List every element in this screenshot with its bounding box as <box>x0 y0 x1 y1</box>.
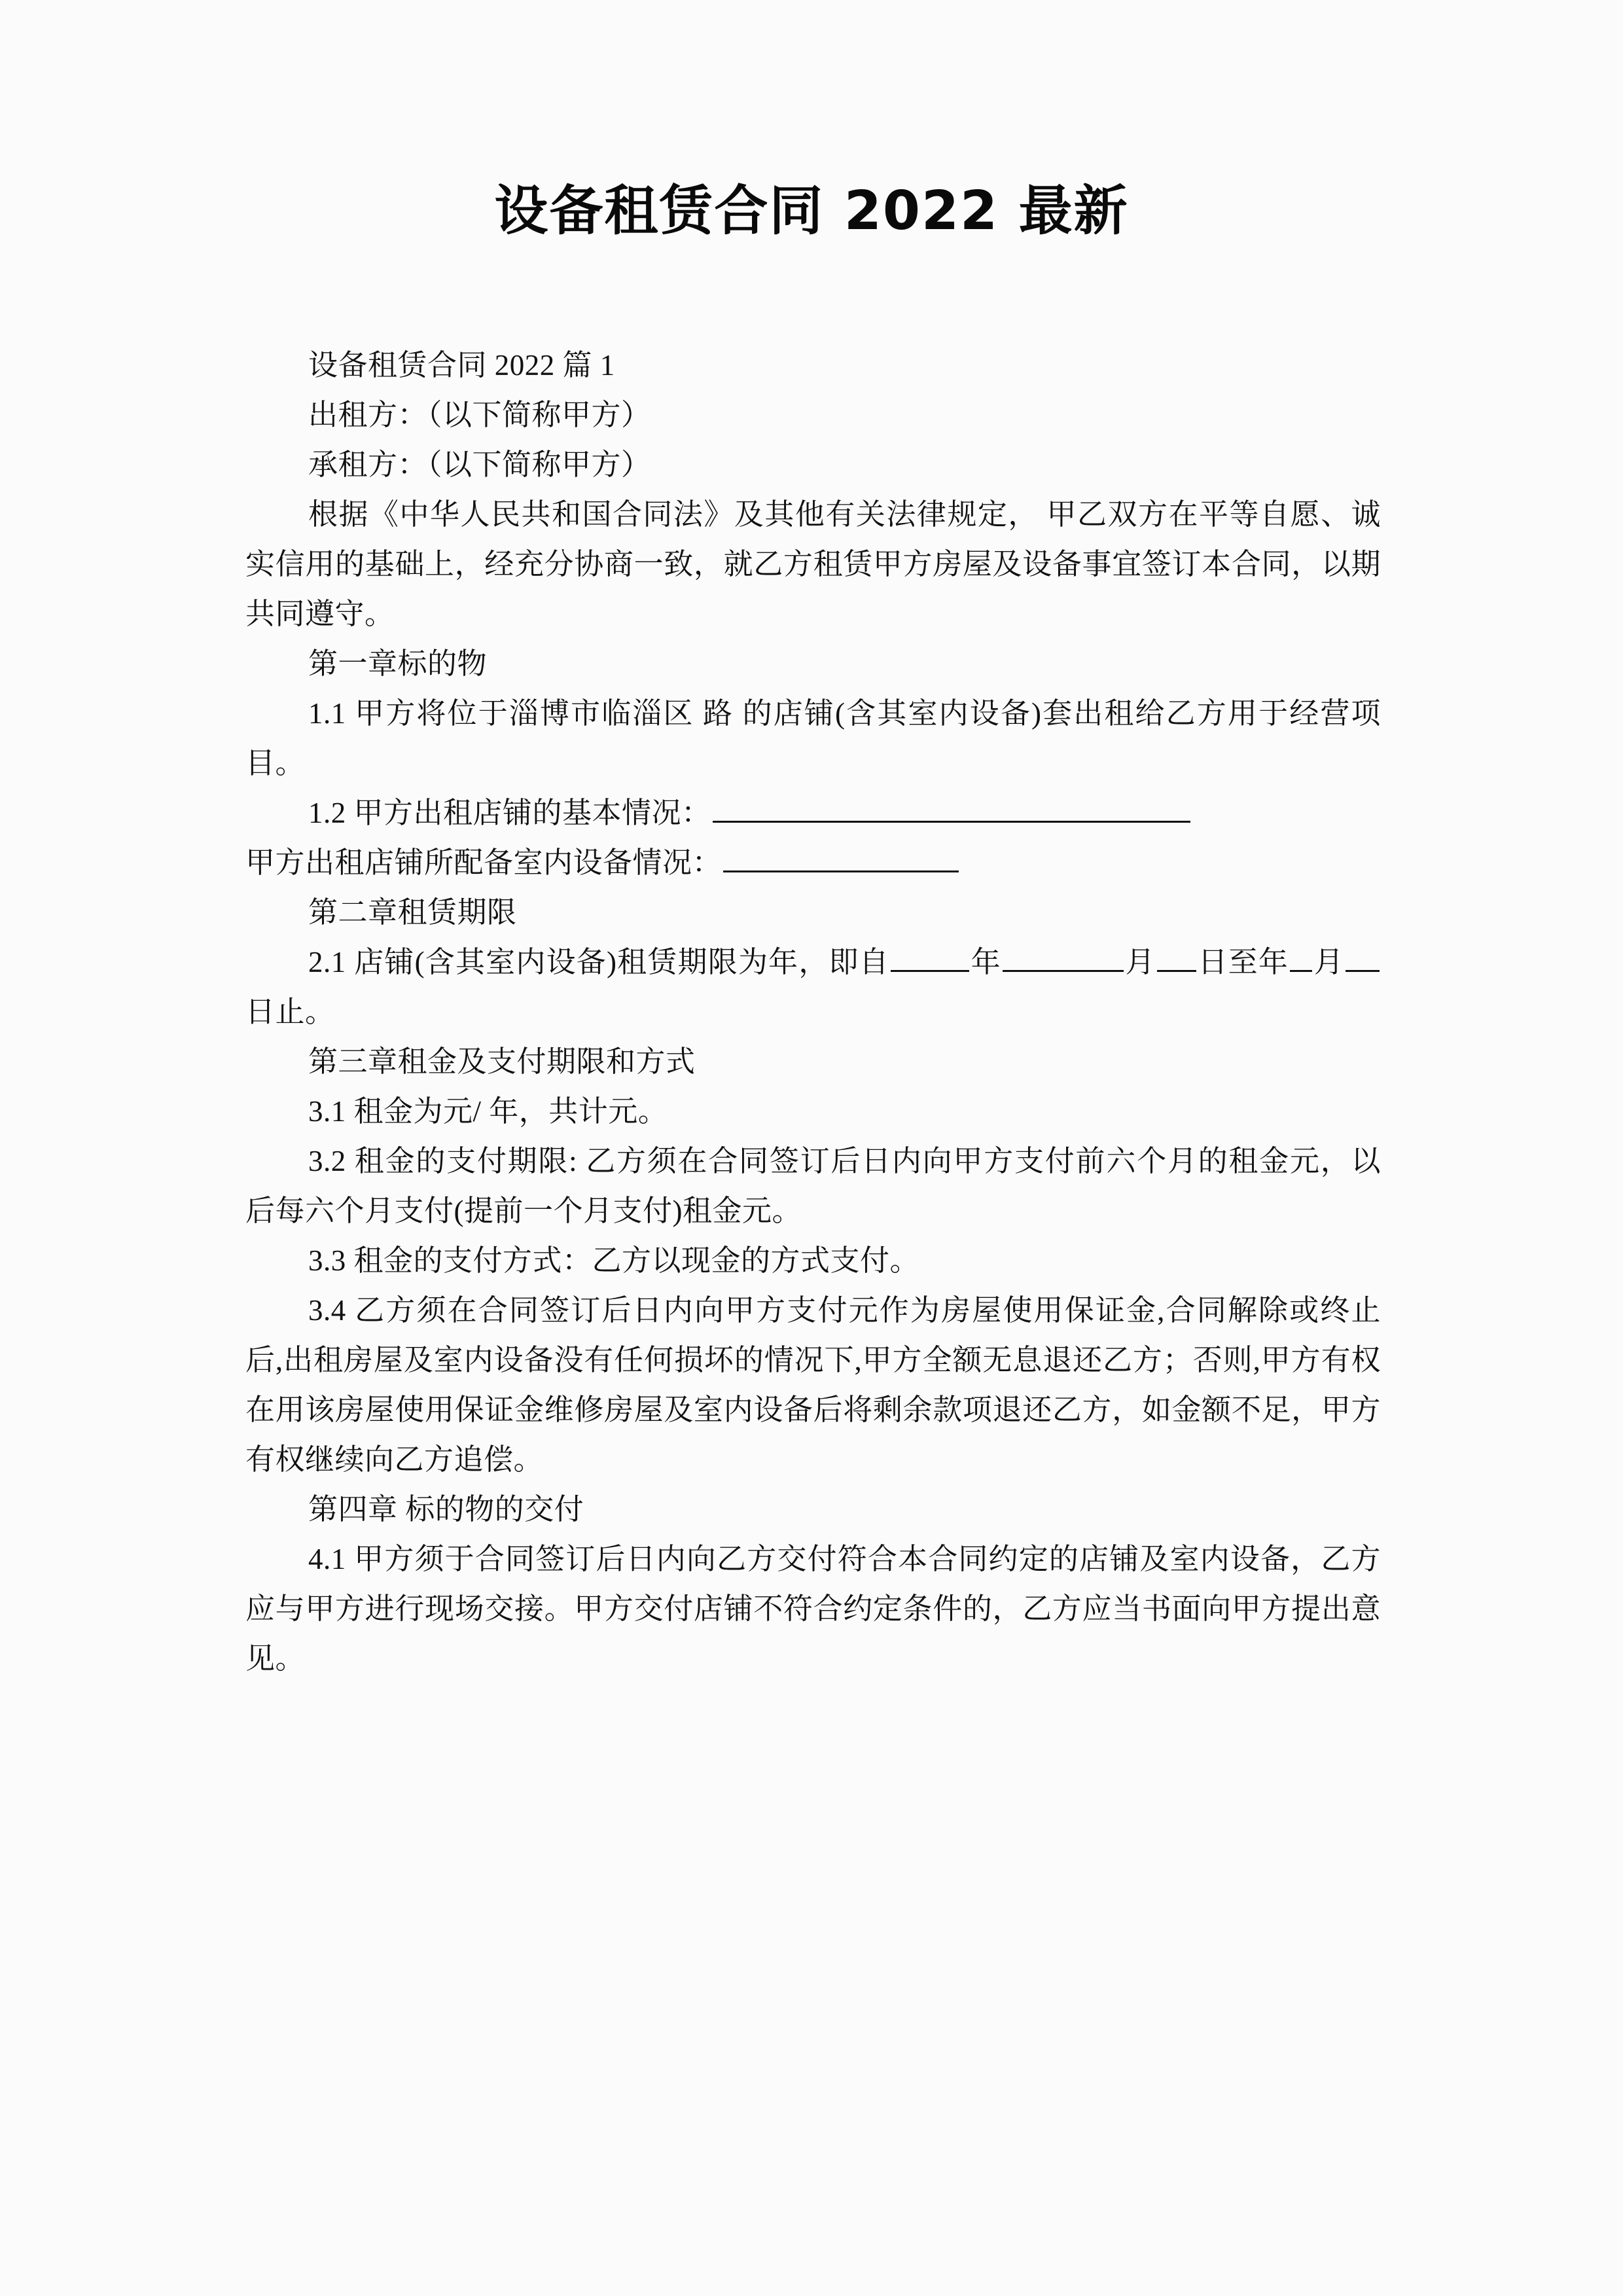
blank-field-start-year[interactable] <box>891 943 969 972</box>
paragraph-1-2b <box>245 838 1381 888</box>
heading-chapter-1: 第一章标的物 <box>308 647 488 680</box>
blank-field-start-day[interactable] <box>1157 943 1196 972</box>
paragraph-1-1: 1.1 甲方将位于淄博市临淄区 路 的店铺(含其室内设备)套出租给乙方用于经营项目。 <box>245 697 1381 780</box>
blank-field-start-month[interactable] <box>1003 943 1124 972</box>
blank-field-end-year[interactable] <box>1290 943 1312 972</box>
paragraph-2-1 <box>245 937 1381 1037</box>
heading-chapter-2: 第二章租赁期限 <box>308 896 517 929</box>
paragraph-2-1-text-c: 月 <box>1124 946 1156 978</box>
paragraph-2-1-text-b: 年 <box>970 946 1001 978</box>
paragraph-1-2 <box>245 788 1381 838</box>
document-body <box>245 340 1381 1683</box>
paragraph-lessor: 出租方：（以下简称甲方） <box>308 399 651 431</box>
page-title: 设备租赁合同 2022 最新 <box>494 180 1129 242</box>
blank-field-end-month[interactable] <box>1346 943 1380 972</box>
blank-field-indoor-equipment-info[interactable] <box>723 844 959 872</box>
paragraph-series-label: 设备租赁合同 2022 篇 1 <box>308 349 615 382</box>
paragraph-3-3: 3.3 租金的支付方式：乙方以现金的方式支付。 <box>308 1244 920 1277</box>
heading-chapter-3: 第三章租金及支付期限和方式 <box>308 1045 696 1078</box>
paragraph-2-1-text-d: 日至年 <box>1197 946 1289 978</box>
paragraph-3-4: 3.4 乙方须在合同签订后日内向甲方支付元作为房屋使用保证金,合同解除或终止后,出租房屋及室内设备没有任何损坏的情况下,甲方全额无息退还乙方；否则,甲方有权在用该房屋使用保证金维修房屋及室内设备后将剩余款项退还乙方，如金额不足，甲方有权继续向乙方追偿。 <box>245 1294 1381 1476</box>
paragraph-3-1: 3.1 租金为元/ 年，共计元。 <box>308 1095 668 1128</box>
paragraph-preamble: 根据《中华人民共和国合同法》及其他有关法律规定， 甲乙双方在平等自愿、诚实信用的基础上，经充分协商一致，就乙方租赁甲方房屋及设备事宜签订本合同，以期共同遵守。 <box>245 498 1381 630</box>
paragraph-2-1-text-a: 2.1 店铺(含其室内设备)租赁期限为年，即自 <box>308 946 889 978</box>
paragraph-2-1-text-f: 日止。 <box>245 996 335 1028</box>
paragraph-1-2-text: 1.2 甲方出租店铺的基本情况： <box>308 797 711 829</box>
blank-field-shop-basic-info[interactable] <box>713 794 1190 823</box>
heading-chapter-4: 第四章 标的物的交付 <box>308 1493 584 1526</box>
paragraph-4-1: 4.1 甲方须于合同签订后日内向乙方交付符合本合同约定的店铺及室内设备，乙方应与甲方进行现场交接。甲方交付店铺不符合约定条件的，乙方应当书面向甲方提出意见。 <box>245 1543 1381 1675</box>
paragraph-3-2: 3.2 租金的支付期限: 乙方须在合同签订后日内向甲方支付前六个月的租金元，以后每六个月支付(提前一个月支付)租金元。 <box>245 1145 1381 1227</box>
paragraph-1-2b-text: 甲方出租店铺所配备室内设备情况： <box>245 846 722 879</box>
paragraph-lessee: 承租方：（以下简称甲方） <box>308 448 651 481</box>
paragraph-2-1-text-e: 月 <box>1313 946 1344 978</box>
